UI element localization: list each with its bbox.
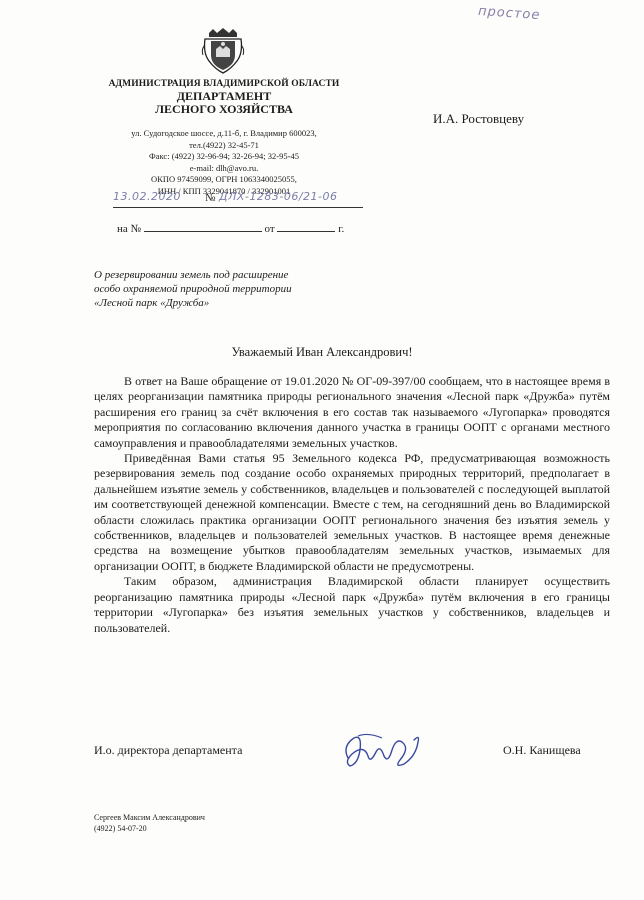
contact-phone: тел.(4922) 32-45-71 — [189, 139, 259, 150]
subject-line: «Лесной парк «Дружба» — [94, 297, 210, 309]
handwritten-signature — [338, 728, 428, 774]
body-paragraph: Приведённая Вами статья 95 Земельного кодекса РФ, предусматривающая возможность резервирования земель под создание особо охраняемых природных территорий, предполагает в дальнейшем изъятие земель у собственников, владельцев и пользователей с последующей выплатой им соответствующей денежной компенсации. Вместе с тем, на сегодняшний день во Владимирской области сложилась практика организации ООПТ регионального значения без изъятия земель у собственников, владельцев и пользователей земельных участков. В настоящее время денежные средства на возмещение убытков правообладателям земельных участков, изымаемых для организации ООПТ, в бюджете Владимирской области не предусмотрены. — [94, 451, 610, 573]
contact-fax: Факс: (4922) 32-96-94; 32-26-94; 32-95-45 — [149, 151, 299, 161]
reference-from: от — [264, 223, 275, 235]
registration-underline — [113, 207, 363, 208]
registration-number-label: № — [205, 192, 216, 204]
signatory-name: О.Н. Канищева — [503, 743, 581, 757]
executor-phone: (4922) 54-07-20 — [94, 824, 147, 833]
department-name-line1: ДЕПАРТАМЕНТ — [176, 89, 272, 103]
contact-email: e-mail: dlh@avo.ru. — [189, 162, 259, 173]
contact-details — [88, 128, 360, 197]
contact-address: ул. Судогодское шоссе, д.11-б, г. Владимир 600023, — [131, 128, 317, 138]
contact-okpo: ОКПО 97459099, ОГРН 1063340025055, — [151, 174, 297, 184]
signatory-title: И.о. директора департамента — [94, 743, 243, 757]
handwritten-note: простое — [477, 3, 541, 24]
reference-year-suffix: г. — [338, 223, 345, 235]
registration-line — [113, 192, 363, 210]
contact-inn: ИНН / КПП 3329041870 / 332901001 — [157, 185, 291, 196]
body-paragraph: В ответ на Ваше обращение от 19.01.2020 № ОГ-09-397/00 сообщаем, что в настоящее время в целях реорганизации памятника природы регионального значения «Лесной парк «Дружба» путём расширения его границ за счёт включения в его состав так называемого «Лугопарка» проводятся мероприятия по согласованию включения данного участка в границы ООПТ с органами местного самоуправления и правообладателями земельных участков. — [94, 374, 610, 450]
letter-body — [94, 374, 610, 636]
executor-info — [94, 812, 205, 834]
reference-line — [117, 221, 344, 235]
organization-header — [88, 79, 360, 197]
executor-name: Сергеев Максим Александрович — [94, 813, 205, 822]
coat-of-arms-icon — [201, 27, 245, 75]
reference-date-blank — [277, 221, 335, 232]
reference-prefix: на № — [117, 223, 142, 235]
body-paragraph: Таким образом, администрация Владимирской области планирует осуществить реорганизацию памятника природы «Лесной парк «Дружба» путём включения в его границы территории «Лугопарка» без изъятия земельных участков у собственников, владельцев и пользователей. — [94, 574, 610, 635]
salutation: Уважаемый Иван Александрович! — [231, 345, 413, 359]
subject-line: особо охраняемой природной территории — [94, 283, 292, 295]
reference-number-blank — [144, 221, 262, 232]
registration-date: 13.02.2020 — [113, 190, 181, 203]
department-name-line2: ЛЕСНОГО ХОЗЯЙСТВА — [155, 102, 293, 116]
subject — [94, 268, 292, 310]
subject-line: О резервировании земель под расширение — [94, 269, 289, 281]
recipient: И.А. Ростовцеву — [433, 111, 525, 126]
org-name: АДМИНИСТРАЦИЯ ВЛАДИМИРСКОЙ ОБЛАСТИ — [108, 79, 340, 89]
registration-number: ДЛХ-1283-06/21-06 — [219, 190, 338, 203]
